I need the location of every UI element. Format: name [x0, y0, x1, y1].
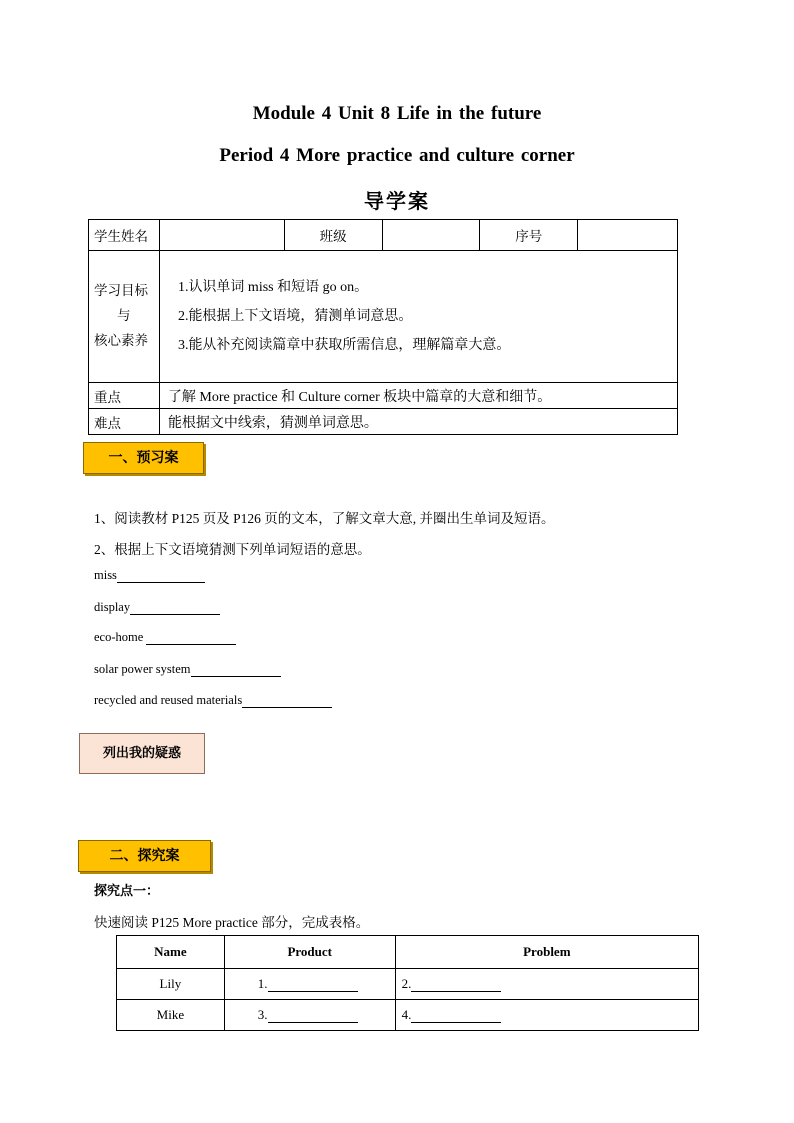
row-name: Lily — [117, 969, 225, 1000]
vocab-item-display — [94, 600, 220, 615]
page-subtitle: Period 4 More practice and culture corner — [219, 145, 575, 166]
product-cell[interactable] — [224, 969, 395, 1000]
goals-list — [159, 251, 677, 383]
difficulty-label: 难点 — [89, 409, 160, 435]
goals-label-line3: 核心素养 — [94, 333, 148, 349]
column-header-problem: Problem — [395, 936, 698, 969]
class-field[interactable] — [382, 220, 480, 251]
info-table — [88, 219, 678, 435]
vocab-item-miss — [94, 568, 205, 583]
class-label: 班级 — [284, 220, 382, 251]
vocab-item-solar-power-system — [94, 662, 281, 677]
product-cell[interactable] — [224, 1000, 395, 1031]
page-heading: 导学案 — [364, 189, 430, 213]
number-field[interactable] — [578, 220, 678, 251]
student-name-field[interactable] — [159, 220, 284, 251]
page-title: Module 4 Unit 8 Life in the future — [252, 103, 542, 124]
vocab-word: recycled and reused materials — [94, 693, 243, 707]
preview-instruction-2: 2、根据上下文语境猜测下列单词短语的意思。 — [94, 542, 371, 557]
student-name-label: 学生姓名 — [89, 220, 160, 251]
difficulty-text: 能根据文中线索，猜测单词意思。 — [159, 409, 677, 435]
vocab-word: display — [94, 600, 131, 614]
answer-blank[interactable] — [191, 663, 281, 677]
item-number: 4. — [401, 1007, 412, 1022]
row-name: Mike — [117, 1000, 225, 1031]
vocab-word: solar power system — [94, 662, 191, 676]
answer-blank[interactable] — [242, 694, 332, 708]
table-row — [117, 1000, 699, 1031]
key-point-label: 重点 — [89, 383, 160, 409]
vocab-word: eco-home — [94, 630, 147, 644]
explore-point-label: 探究点一： — [94, 884, 160, 899]
column-header-name: Name — [117, 936, 225, 969]
explore-table — [116, 935, 699, 1031]
item-number: 3. — [257, 1007, 268, 1022]
explore-instruction: 快速阅读 P125 More practice 部分，完成表格。 — [94, 915, 370, 930]
problem-cell[interactable] — [395, 1000, 698, 1031]
vocab-word: miss — [94, 568, 117, 582]
section1-heading: 一、预习案 — [83, 442, 204, 474]
answer-blank[interactable] — [268, 978, 358, 992]
answer-blank[interactable] — [130, 601, 220, 615]
goal-item: 2.能根据上下文语境，猜测单词意思。 — [177, 309, 413, 324]
goal-item: 1.认识单词 miss 和短语 go on。 — [177, 280, 369, 295]
section2-heading: 二、探究案 — [78, 840, 211, 872]
answer-blank[interactable] — [268, 1009, 358, 1023]
table-row — [117, 969, 699, 1000]
vocab-item-recycled-materials — [94, 693, 332, 708]
doubts-label: 列出我的疑惑 — [79, 733, 205, 774]
item-number: 1. — [257, 976, 268, 991]
answer-blank[interactable] — [117, 569, 205, 583]
column-header-product: Product — [224, 936, 395, 969]
vocab-item-eco-home — [94, 630, 236, 645]
problem-cell[interactable] — [395, 969, 698, 1000]
number-label: 序号 — [480, 220, 578, 251]
answer-blank[interactable] — [146, 631, 236, 645]
goals-label-line1: 学习目标 — [94, 283, 148, 299]
answer-blank[interactable] — [411, 978, 501, 992]
preview-instruction-1: 1、阅读教材 P125 页及 P126 页的文本，了解文章大意, 并圈出生单词及短语。 — [94, 511, 555, 526]
answer-blank[interactable] — [411, 1009, 501, 1023]
goals-label — [89, 251, 160, 383]
item-number: 2. — [401, 976, 412, 991]
goals-label-line2: 与 — [117, 308, 131, 324]
goal-item: 3.能从补充阅读篇章中获取所需信息，理解篇章大意。 — [177, 338, 511, 353]
key-point-text: 了解 More practice 和 Culture corner 板块中篇章的大意和细节。 — [159, 383, 677, 409]
